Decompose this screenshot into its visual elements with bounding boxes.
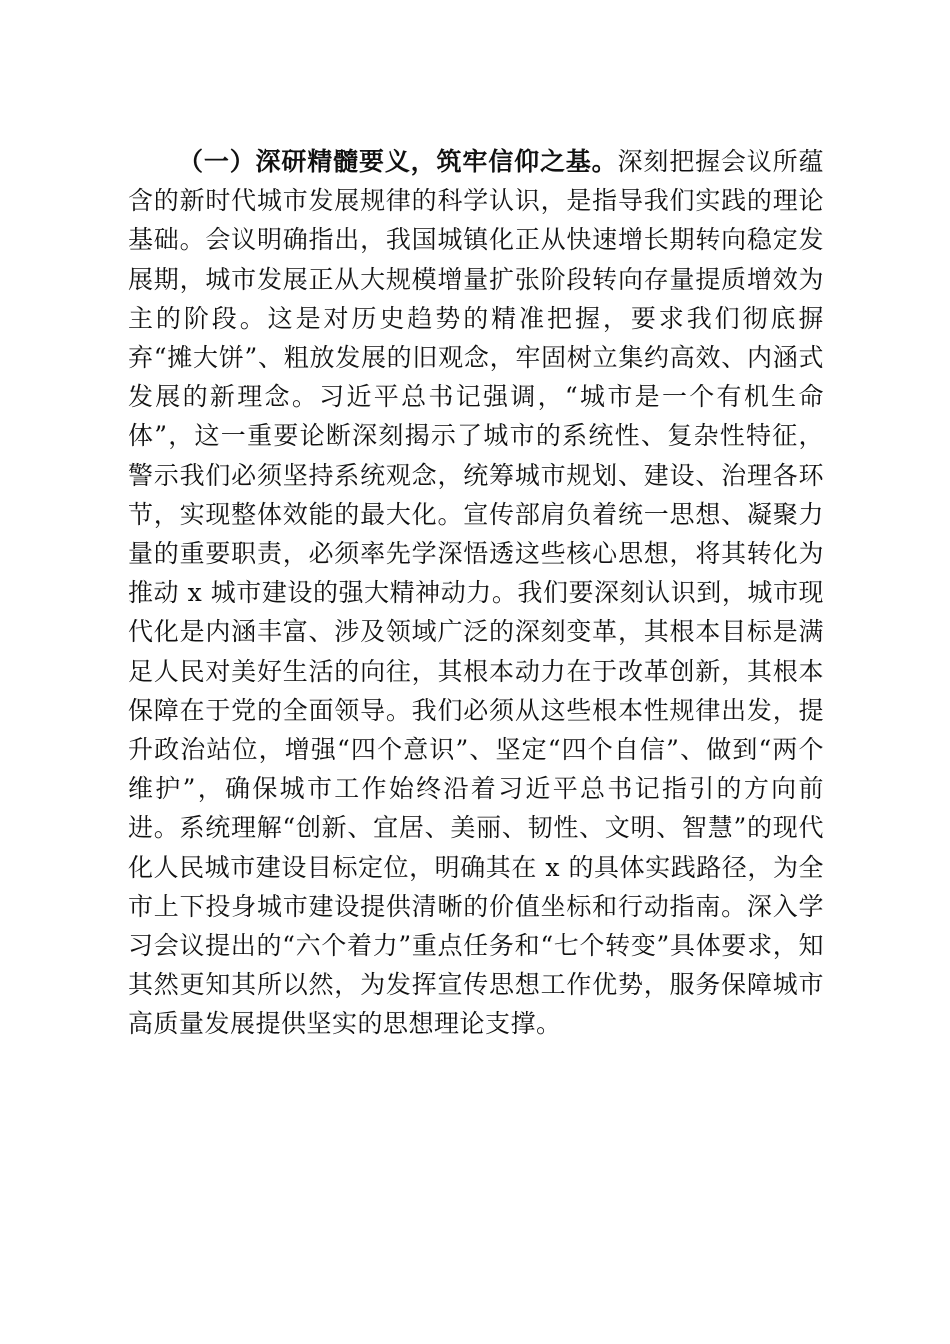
body-paragraph [128,142,824,1044]
section-heading: （一）深研精髓要义，筑牢信仰之基。 [178,147,618,176]
paragraph-text: 深刻把握会议所蕴含的新时代城市发展规律的科学认识，是指导我们实践的理论基础。会议明确指出，我国城镇化正从快速增长期转向稳定发展期，城市发展正从大规模增量扩张阶段转向存量提质增效为主的阶段。这是对历史趋势的精准把握，要求我们彻底摒弃“摊大饼”、粗放发展的旧观念，牢固树立集约高效、内涵式发展的新理念。习近平总书记强调，“城市是一个有机生命体”，这一重要论断深刻揭示了城市的系统性、复杂性特征，警示我们必须坚持系统观念，统筹城市规划、建设、治理各环节，实现整体效能的最大化。宣传部肩负着统一思想、凝聚力量的重要职责，必须率先学深悟透这些核心思想，将其转化为推动 x 城市建设的强大精神动力。我们要深刻认识到，城市现代化是内涵丰富、涉及领域广泛的深刻变革，其根本目标是满足人民对美好生活的向往，其根本动力在于改革创新，其根本保障在于党的全面领导。我们必须从这些根本性规律出发，提升政治站位，增强“四个意识”、坚定“四个自信”、做到“两个维护”，确保城市工作始终沿着习近平总书记指引的方向前进。系统理解“创新、宜居、美丽、韧性、文明、智慧”的现代化人民城市建设目标定位，明确其在 x 的具体实践路径，为全市上下投身城市建设提供清晰的价值坐标和行动指南。深入学习会议提出的“六个着力”重点任务和“七个转变”具体要求，知其然更知其所以然，为发挥宣传思想工作优势，服务保障城市高质量发展提供坚实的思想理论支撑。 [128,147,824,1039]
